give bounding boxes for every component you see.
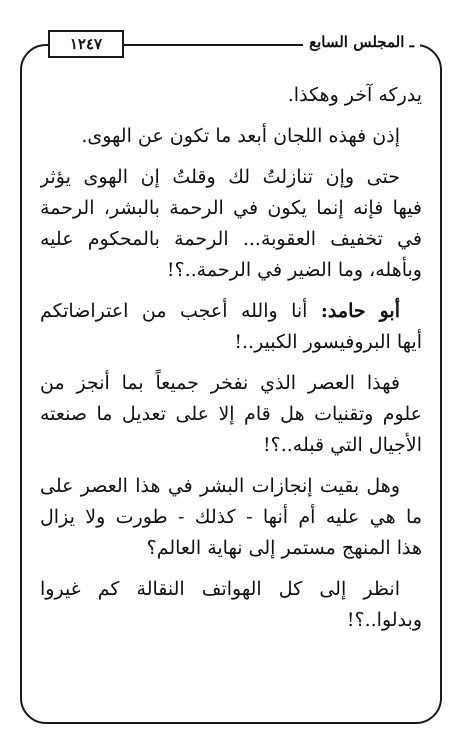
page-number-box: ١٢٤٧ — [48, 30, 124, 58]
line-text: وبأهله، وما الضير في الرحمة..؟! — [166, 259, 422, 281]
paragraph-gap — [40, 564, 422, 574]
text-line — [40, 430, 422, 461]
paragraph-gap — [40, 111, 422, 121]
paragraph-gap — [40, 358, 422, 368]
line-text: إذن فهذه اللجان أبعد ما تكون عن الهوى. — [81, 125, 400, 147]
paragraph — [40, 162, 422, 286]
chapter-title: ـ المجلس السابع — [303, 30, 420, 54]
line-text: يدركه آخر وهكذا. — [287, 84, 422, 106]
text-line — [40, 255, 422, 286]
paragraph — [40, 471, 422, 564]
text-line — [40, 121, 422, 152]
text-body — [40, 80, 422, 636]
text-line — [40, 399, 422, 430]
paragraph — [40, 296, 422, 358]
line-text: الأجيال التي قبله..؟! — [263, 434, 422, 456]
line-text: ما هي عليه أم أنها - كذلك - طورت ولا يزال — [40, 506, 422, 528]
line-text: وهل بقيت إنجازات البشر في هذا العصر على — [40, 475, 400, 497]
speaker-name: أبو حامد: — [320, 300, 400, 322]
text-line — [40, 533, 422, 564]
line-text: انظر إلى كل الهواتف النقالة كم غيروا — [40, 578, 400, 600]
line-text: أنا والله أعجب من اعتراضاتكم — [40, 300, 308, 322]
paragraph-gap — [40, 286, 422, 296]
text-line — [40, 296, 422, 327]
text-line — [40, 502, 422, 533]
line-text: فهذا العصر الذي نفخر جميعاً بما أنجز من — [40, 372, 400, 394]
text-line — [40, 224, 422, 255]
text-line — [40, 80, 422, 111]
line-text: هذا المنهج مستمر إلى نهاية العالم؟ — [146, 537, 422, 559]
line-text: في تخفيف العقوبة... الرحمة بالمحكوم عليه — [40, 228, 422, 250]
paragraph-gap — [40, 152, 422, 162]
line-text: وبدلوا..؟! — [346, 609, 422, 631]
text-line — [40, 327, 422, 358]
line-text: حتى وإن تنازلتُ لك وقلتُ إن الهوى يؤثر — [40, 166, 400, 188]
text-line — [40, 605, 422, 636]
text-line — [40, 368, 422, 399]
text-line — [40, 162, 422, 193]
paragraph — [40, 368, 422, 461]
line-text: فيها فإنه إنما يكون في الرحمة بالبشر، الرحمة — [40, 197, 422, 219]
paragraph-gap — [40, 461, 422, 471]
paragraph — [40, 80, 422, 111]
line-text: علوم وتقنيات هل قام إلا على تعديل ما صنعته — [40, 403, 422, 425]
line-text: أيها البروفيسور الكبير..! — [234, 331, 422, 353]
paragraph — [40, 121, 422, 152]
text-line — [40, 193, 422, 224]
paragraph — [40, 574, 422, 636]
text-line — [40, 471, 422, 502]
text-line — [40, 574, 422, 605]
